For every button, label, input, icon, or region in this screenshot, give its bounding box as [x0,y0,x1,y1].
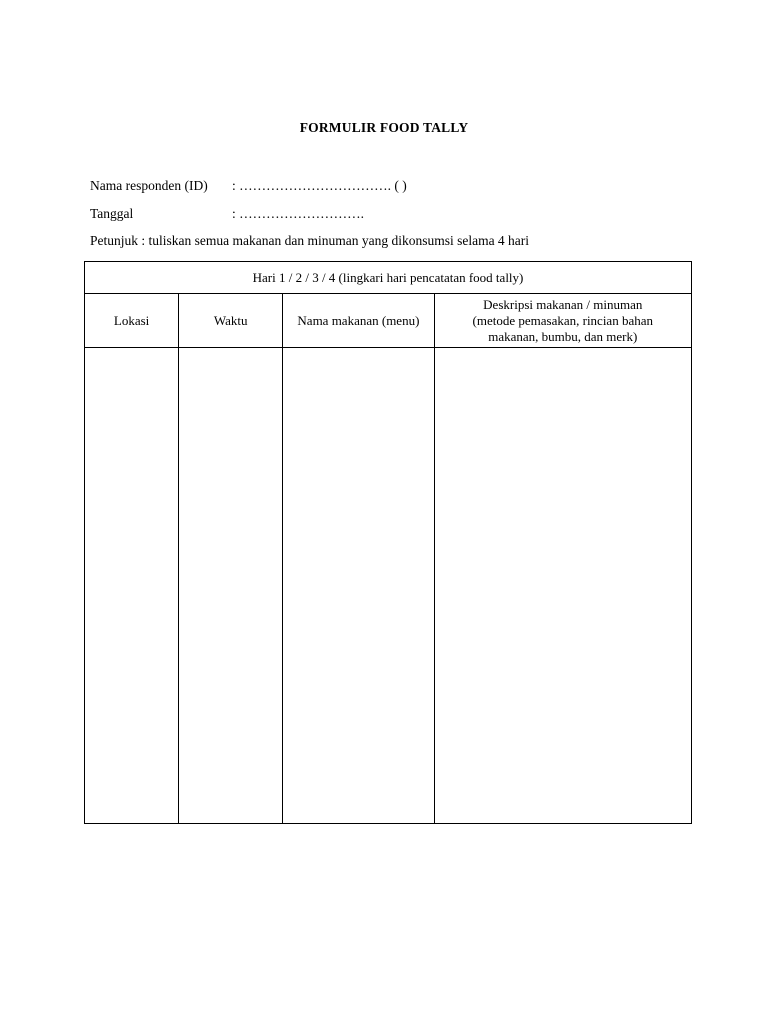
deskripsi-header-line: Deskripsi makanan / minuman [483,296,643,312]
waktu-cell[interactable] [179,348,283,824]
date-field[interactable]: : ………………………. [232,206,365,221]
table-row [85,348,692,824]
nama-makanan-cell[interactable] [283,348,434,824]
deskripsi-header-line: makanan, bumbu, dan merk) [488,328,638,344]
food-tally-table [84,261,692,824]
lokasi-cell[interactable] [85,348,179,824]
column-header-nama-makanan: Nama makanan (menu) [283,294,434,348]
instruction-text: Petunjuk : tuliskan semua makanan dan minuman yang dikonsumsi selama 4 hari [90,233,530,248]
respondent-name-label: Nama responden (ID) [90,178,208,193]
deskripsi-cell[interactable] [434,348,691,824]
day-selector-header[interactable]: Hari 1 / 2 / 3 / 4 (lingkari hari pencatatan food tally) [85,262,692,294]
column-header-deskripsi [434,294,691,348]
page-title: FORMULIR FOOD TALLY [299,120,469,135]
respondent-name-field[interactable]: : ……………………………. ( ) [232,178,407,193]
column-header-waktu: Waktu [179,294,283,348]
date-label: Tanggal [90,206,134,221]
column-header-lokasi: Lokasi [85,294,179,348]
deskripsi-header-line: (metode pemasakan, rincian bahan [472,312,653,328]
